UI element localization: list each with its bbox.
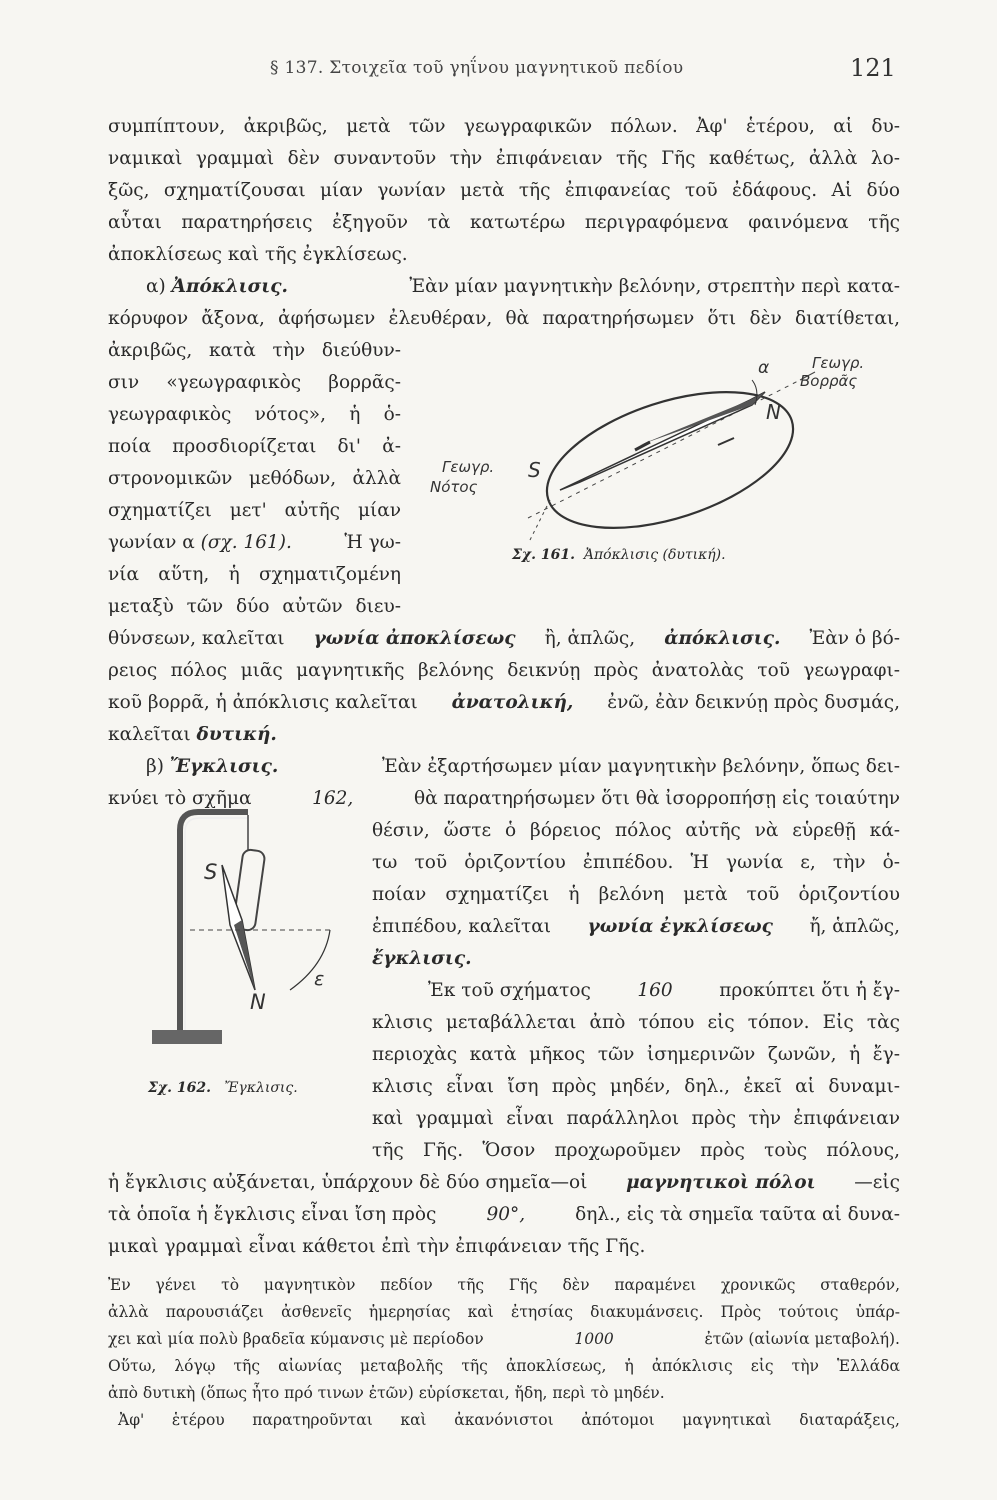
geo-south-label: Νότος bbox=[430, 478, 478, 496]
defined-term: γωνία ἐγκλίσεως bbox=[587, 916, 773, 937]
text-span: ἡ ἔγκλισις αὐξάνεται, ὑπάρχουν δὲ δύο σημεῖα—οἱ bbox=[108, 1172, 588, 1193]
text-span: ἢ, ἁπλῶς, bbox=[544, 628, 636, 649]
text-line: ναμικαὶ γραμμαὶ δὲν συναντοῦν τὴν ἐπιφάνειαν τῆς Γῆς καθέτως, ἀλλὰ λο- bbox=[108, 148, 900, 169]
text-line bbox=[108, 534, 401, 553]
text-span: προκύπτει ὅτι ἡ ἔγ- bbox=[719, 980, 900, 1001]
figure-reference: 162, bbox=[312, 788, 354, 809]
text-line: νία αὕτη, ἡ σχηματιζομένη bbox=[108, 564, 401, 585]
text-span: δηλ., εἰς τὰ σημεῖα ταῦτα αἱ δυνα- bbox=[575, 1204, 900, 1225]
angle-alpha-label: α bbox=[758, 358, 770, 378]
north-pole-label: N bbox=[250, 990, 266, 1014]
stand-base bbox=[152, 1030, 222, 1044]
footnote-line: ἀπὸ δυτικὴ (ὅπως ἦτο πρό τινων ἐτῶν) εὑρίσκεται, ἤδη, περὶ τὸ μηδέν. bbox=[108, 1384, 665, 1402]
text-line: ποία προσδιορίζεται δι' ἀ- bbox=[108, 436, 401, 457]
figure-reference: (σχ. 161). bbox=[200, 532, 292, 553]
text-line: τω τοῦ ὁριζοντίου ἐπιπέδου. Ἡ γωνία ε, τὴν ὁ- bbox=[372, 852, 900, 873]
text-span: ἐτῶν (αἰωνία μεταβολή). bbox=[704, 1330, 900, 1348]
text-span: —εἰς bbox=[854, 1172, 900, 1193]
text-line bbox=[108, 1206, 900, 1225]
text-line: μικαὶ γραμμαὶ εἶναι κάθετοι ἐπὶ τὴν ἐπιφάνειαν τῆς Γῆς. bbox=[108, 1236, 646, 1257]
defined-term: γωνία ἀποκλίσεως bbox=[313, 628, 516, 649]
page-number: 121 bbox=[850, 54, 896, 82]
text-span: Ἐὰν μίαν μαγνητικὴν βελόνην, στρεπτὴν περὶ κατα- bbox=[409, 276, 900, 297]
text-line: περιοχὰς κατὰ μῆκος τῶν ἰσημερινῶν ζωνῶν, ἡ ἔγ- bbox=[372, 1044, 900, 1065]
caption-text: Ἔγκλισις. bbox=[224, 1080, 298, 1096]
south-pole-label: S bbox=[204, 860, 218, 884]
text-span: Ἡ γω- bbox=[344, 532, 401, 553]
needle-north-half bbox=[640, 392, 765, 445]
defined-term: ἔγκλισις. bbox=[372, 948, 472, 969]
text-line: σχηματίζει μετ' αὐτῆς μίαν bbox=[108, 500, 401, 521]
figure-162-drawing bbox=[130, 790, 380, 1090]
text-span: θὰ παρατηρήσωμεν ὅτι θὰ ἰσορροπήσῃ εἰς τοιαύτην bbox=[413, 788, 900, 809]
running-header bbox=[0, 54, 997, 88]
text-span: χει καὶ μία πολὺ βραδεῖα κύμανσις μὲ περίοδον bbox=[108, 1330, 484, 1348]
text-span: κοῦ βορρᾶ, ἡ ἀπόκλισις καλεῖται bbox=[108, 692, 418, 713]
defined-term: μαγνητικοὶ πόλοι bbox=[626, 1172, 816, 1193]
text-line bbox=[108, 630, 900, 649]
caption-text: Ἀπόκλισις (δυτική). bbox=[583, 547, 726, 563]
south-pole-label: S bbox=[528, 458, 541, 482]
text-line: κόρυφον ἄξονα, ἀφήσωμεν ἐλευθέραν, θὰ παρατηρήσωμεν ὅτι δὲν διατίθεται, bbox=[108, 308, 900, 329]
inclination-epsilon-label: ε bbox=[314, 968, 325, 990]
text-line: στρονομικῶν μεθόδων, ἀλλὰ bbox=[108, 468, 401, 489]
text-span: ἐπιπέδου, καλεῖται bbox=[372, 916, 551, 937]
text-line: ποίαν σχηματίζει ἡ βελόνη μετὰ τοῦ ὁριζοντίου bbox=[372, 884, 900, 905]
section-b-heading-line bbox=[146, 758, 900, 777]
text-line: ξῶς, σχηματίζουσαι μίαν γωνίαν μετὰ τῆς ἐπιφανείας τοῦ ἐδάφους. Αἱ δύο bbox=[108, 180, 900, 201]
text-span: Ἐὰν ἐξαρτήσωμεν μίαν μαγνητικὴν βελόνην, ὅπως δει- bbox=[381, 756, 900, 777]
text-line: συμπίπτουν, ἀκριβῶς, μετὰ τῶν γεωγραφικῶν πόλων. Ἀφ' ἑτέρου, αἱ δυ- bbox=[108, 116, 900, 137]
section-a-term: Ἀπόκλισις. bbox=[171, 276, 288, 297]
text-line bbox=[428, 982, 900, 1001]
text-line: καὶ γραμμαὶ εἶναι παράλληλοι πρὸς τὴν ἐπιφάνειαν bbox=[372, 1108, 900, 1129]
text-span: ἐνῶ, ἐὰν δεικνύῃ πρὸς δυσμάς, bbox=[607, 692, 900, 713]
text-line: γεωγραφικὸς νότος», ἡ ὁ- bbox=[108, 404, 401, 425]
text-span: καλεῖται bbox=[108, 724, 191, 745]
section-title: § 137. Στοιχεῖα τοῦ γηΐνου μαγνητικοῦ πεδίου bbox=[270, 58, 684, 78]
defined-term: ἀνατολική, bbox=[451, 692, 574, 713]
defined-term: δυτική. bbox=[196, 724, 277, 745]
text-span: Ἐὰν ὁ βό- bbox=[809, 628, 900, 649]
figure-162-caption bbox=[148, 1080, 298, 1096]
section-b-term: Ἔγκλισις. bbox=[169, 756, 279, 777]
footnote-line: Ἐν γένει τὸ μαγνητικὸν πεδίον τῆς Γῆς δὲν παραμένει χρονικῶς σταθερόν, bbox=[108, 1276, 900, 1294]
text-line: ρειος πόλος μιᾶς μαγνητικῆς βελόνης δεικνύῃ πρὸς ἀνατολὰς τοῦ γεωγραφι- bbox=[108, 660, 900, 681]
text-line: σιν «γεωγραφικὸς βορρᾶς- bbox=[108, 372, 401, 393]
figure-161-caption bbox=[512, 547, 726, 563]
text-line: θέσιν, ὥστε ὁ βόρειος πόλος αὐτῆς νὰ εὑρεθῇ κά- bbox=[372, 820, 900, 841]
geo-north-label: Βορρᾶς bbox=[800, 372, 858, 390]
text-line bbox=[108, 1174, 900, 1193]
section-a-heading-line bbox=[146, 278, 900, 297]
text-line: κλισις μεταβάλλεται ἀπὸ τόπου εἰς τόπον. Εἰς τὰς bbox=[372, 1012, 900, 1033]
text-span: θύνσεων, καλεῖται bbox=[108, 628, 285, 649]
text-line: κλισις εἶναι ἴση πρὸς μηδέν, δηλ., ἐκεῖ αἱ δυναμι- bbox=[372, 1076, 900, 1097]
footnote-line bbox=[108, 1332, 900, 1348]
figure-reference: 160 bbox=[637, 980, 673, 1001]
footnote-line: Ἀφ' ἑτέρου παρατηροῦνται καὶ ἀκανόνιστοι ἀπότομοι μαγνητικαὶ διαταράξεις, bbox=[118, 1411, 900, 1429]
caption-number: Σχ. 161. bbox=[512, 547, 575, 563]
text-span: Ἐκ τοῦ σχήματος bbox=[428, 980, 591, 1001]
caption-number: Σχ. 162. bbox=[148, 1080, 211, 1096]
text-span: τὰ ὁποῖα ἡ ἔγκλισις εἶναι ἴση πρὸς bbox=[108, 1204, 437, 1225]
tick-mark bbox=[718, 438, 734, 445]
angle-value: 90°, bbox=[486, 1204, 526, 1225]
section-a-label: α) bbox=[146, 276, 166, 297]
geo-north-label: Γεωγρ. bbox=[812, 354, 865, 372]
footnote-line: Οὕτω, λόγῳ τῆς αἰωνίας μεταβολῆς τῆς ἀποκλίσεως, ἡ ἀπόκλισις εἰς τὴν Ἑλλάδα bbox=[108, 1357, 900, 1375]
footnote-line: ἀλλὰ παρουσιάζει ἀσθενεῖς ἡμερησίας καὶ ἐτησίας διακυμάνσεις. Πρὸς τούτοις ὑπάρ- bbox=[108, 1303, 900, 1321]
compass-ellipse bbox=[530, 365, 809, 554]
number-span: 1000 bbox=[574, 1330, 614, 1348]
needle-axis-extension bbox=[530, 500, 550, 540]
text-line bbox=[108, 694, 900, 713]
geo-south-label: Γεωγρ. bbox=[442, 458, 495, 476]
text-span: κνύει τὸ σχῆμα bbox=[108, 788, 252, 809]
figure-161-drawing bbox=[520, 350, 820, 560]
text-span: γωνίαν α bbox=[108, 532, 195, 553]
text-line: ἀκριβῶς, κατὰ τὴν διεύθυν- bbox=[108, 340, 401, 361]
text-span: ἤ, ἁπλῶς, bbox=[809, 916, 900, 937]
text-line: τῆς Γῆς. Ὅσον προχωροῦμεν πρὸς τοὺς πόλους, bbox=[372, 1140, 900, 1161]
defined-term: ἀπόκλισις. bbox=[664, 628, 781, 649]
north-pole-label: N bbox=[766, 400, 781, 424]
text-line: αὗται παρατηρήσεις ἐξηγοῦν τὰ κατωτέρω περιγραφόμενα φαινόμενα τῆς bbox=[108, 212, 900, 233]
text-line bbox=[108, 726, 277, 745]
text-line: μεταξὺ τῶν δύο αὐτῶν διευ- bbox=[108, 596, 401, 617]
text-line bbox=[372, 918, 900, 937]
section-b-label: β) bbox=[146, 756, 164, 777]
text-line: ἀποκλίσεως καὶ τῆς ἐγκλίσεως. bbox=[108, 244, 408, 265]
